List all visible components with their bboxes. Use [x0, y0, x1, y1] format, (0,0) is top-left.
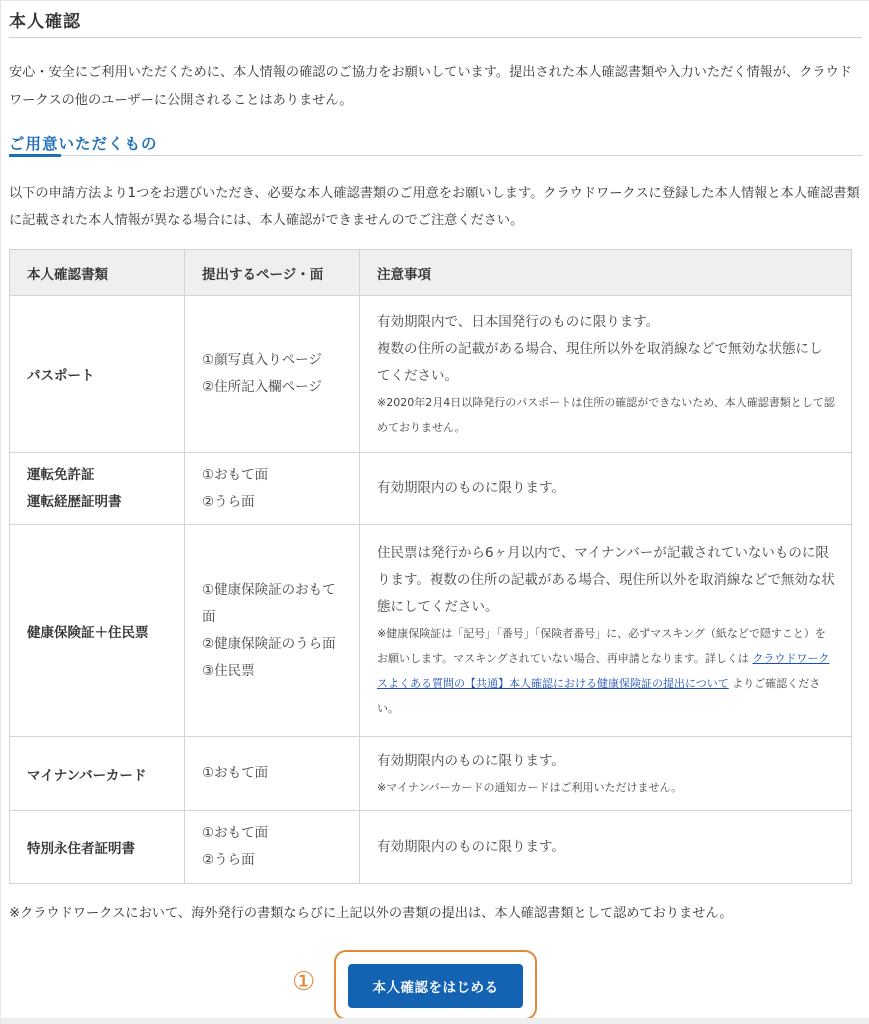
header-notes: 注意事項: [360, 250, 852, 296]
foreign-documents-footnote: ※クラウドワークスにおいて、海外発行の書類ならびに上記以外の書類の提出は、本人確認書類として認めておりません。: [9, 906, 733, 921]
table-header-row: [10, 250, 852, 296]
table-row-my-number-card: [10, 737, 852, 811]
page-item: ②住所記入欄ページ: [202, 379, 322, 395]
intro-text: 安心・安全にご利用いただくために、本人情報の確認のご協力をお願いしています。提出された本人確認書類や入力いただく情報が、クラウドワークスの他のユーザーに公開されることはありません。: [9, 65, 852, 108]
section-title-prepare: ご用意いただくもの: [9, 135, 158, 153]
page-item: ①おもて面: [202, 466, 269, 483]
pages-cell: [185, 296, 360, 453]
faq-health-insurance-link[interactable]: クラウドワークスよくある質問の【共通】本人確認における健康保険証の提出について: [377, 652, 830, 690]
title-divider: [9, 37, 862, 38]
page-item: ①おもて面: [202, 765, 269, 781]
header-document-type: 本人確認書類: [10, 250, 185, 296]
document-type: 健康保険証＋住民票: [10, 525, 185, 737]
note-line: 有効期限内のものに限ります。: [377, 480, 565, 496]
section-divider: [9, 155, 862, 156]
note-line: 有効期限内で、日本国発行のものに限ります。: [377, 313, 660, 330]
document-type: マイナンバーカード: [10, 737, 185, 811]
document-type: パスポート: [10, 296, 185, 453]
document-type-line: 運転免許証: [27, 466, 95, 483]
document-type: [10, 453, 185, 525]
page-item: ①顔写真入りページ: [202, 352, 322, 368]
note-line: 有効期限内のものに限ります。: [377, 752, 565, 769]
document-requirements-table: [9, 249, 852, 884]
page-title: 本人確認: [9, 12, 81, 32]
note-small-text: ※健康保険証は「記号」「番号」「保険者番号」に、必ずマスキング（紙などで隠すこと）をお願いします。マスキングされていない場合、再申請となります。詳しくは: [377, 627, 826, 665]
table-row-drivers-license: [10, 453, 852, 525]
document-type: 特別永住者証明書: [10, 811, 185, 884]
page-item: ③住民票: [202, 662, 255, 679]
page-item: ①おもて面: [202, 825, 269, 841]
page-item: ②うら面: [202, 852, 255, 868]
table-row-health-insurance: [10, 525, 852, 737]
prepare-lead-text: 以下の申請方法より1つをお選びいただき、必要な本人確認書類のご用意をお願いします。クラウドワークスに登録した本人情報と本人確認書類に記載された本人情報が異なる場合には、本人確認ができませんのでご注意ください。: [9, 186, 860, 228]
notes-cell: [360, 453, 852, 525]
note-small: [377, 621, 835, 721]
bottom-edge: [1, 1018, 869, 1024]
note-line: 住民票は発行から6ヶ月以内で、マイナンバーが記載されていないものに限ります。複数の住所の記載がある場合、現住所以外を取消線などで無効な状態にしてください。: [377, 545, 835, 615]
note-small-text-end: よりご確認ください。: [377, 677, 821, 715]
note-line: 有効期限内のものに限ります。: [377, 838, 565, 855]
table-row-special-permanent-resident: [10, 811, 852, 884]
notes-cell: [360, 525, 852, 737]
page-item: ②うら面: [202, 493, 255, 510]
table-row-passport: [10, 296, 852, 453]
note-small: ※2020年2月4日以降発行のパスポートは住所の確認ができないため、本人確認書類として認めておりません。: [377, 395, 835, 434]
notes-cell: [360, 737, 852, 811]
page-item: ①健康保険証のおもて面: [202, 581, 336, 625]
header-pages: 提出するページ・面: [185, 250, 360, 296]
note-small: ※マイナンバーカードの通知カードはご利用いただけません。: [377, 780, 683, 794]
pages-cell: [185, 811, 360, 884]
step-number-annotation: ①: [292, 967, 316, 997]
page-item: ②健康保険証のうら面: [202, 635, 336, 652]
document-type-line: 運転経歴証明書: [27, 493, 122, 510]
start-verification-button[interactable]: 本人確認をはじめる: [348, 964, 523, 1008]
notes-cell: [360, 296, 852, 453]
pages-cell: [185, 525, 360, 737]
section-divider-accent: [9, 154, 61, 157]
note-line: 複数の住所の記載がある場合、現住所以外を取消線などで無効な状態にしてください。: [377, 340, 823, 384]
notes-cell: [360, 811, 852, 884]
pages-cell: [185, 453, 360, 525]
pages-cell: [185, 737, 360, 811]
